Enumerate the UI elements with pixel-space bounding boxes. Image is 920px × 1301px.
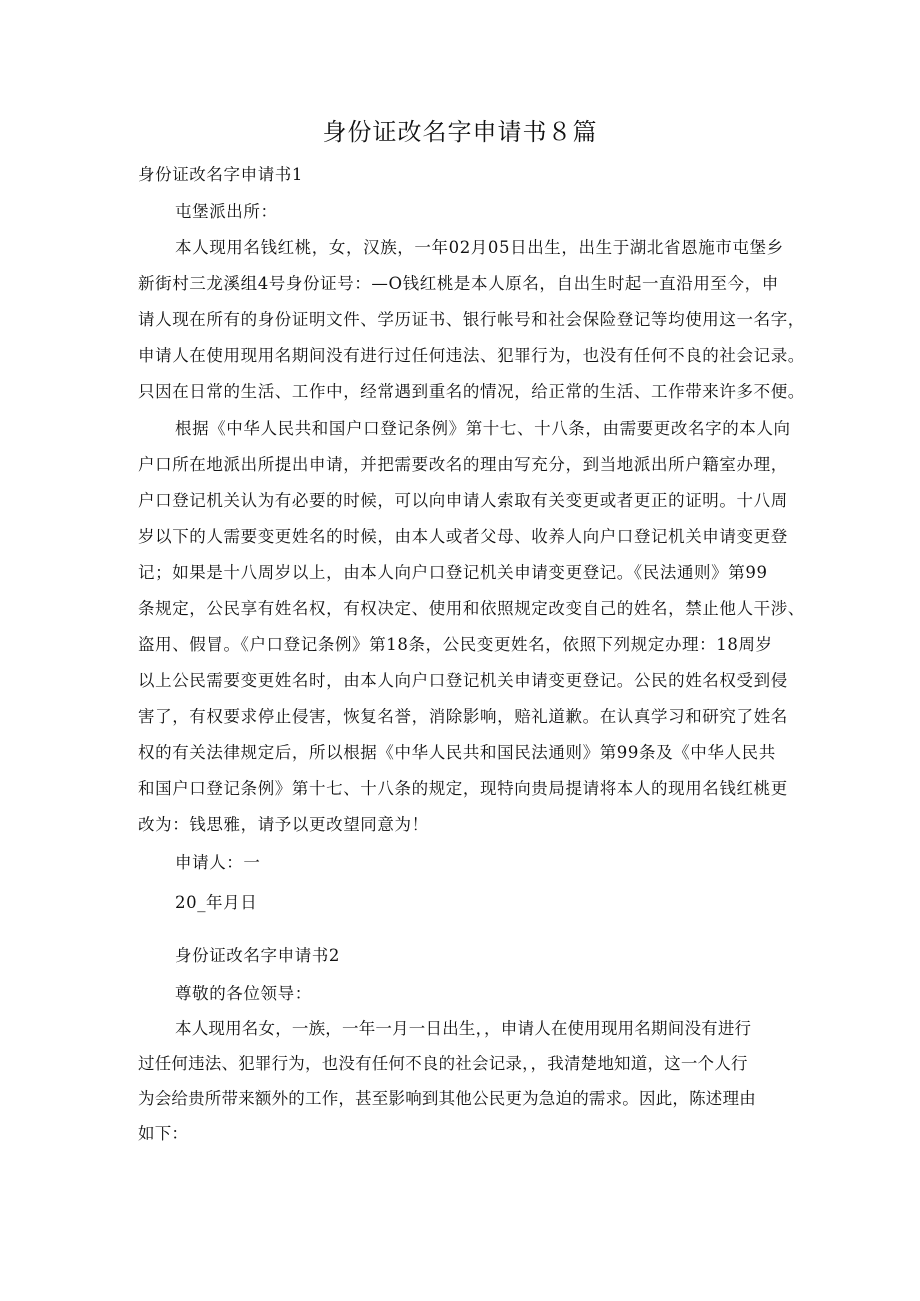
s1-p2-line-4: 岁以下的人需要变更姓名的时候，由本人或者父母、收养人向户口登记机关申请变更登 (138, 527, 788, 546)
s1-p2-line-6: 条规定，公民享有姓名权，有权决定、使用和依照规定改变自己的姓名，禁止他人干涉、 (138, 599, 805, 618)
s1-p2-line-11: 和国户口登记条例》第十七、十八条的规定，现特向贵局提请将本人的现用名钱红桃更 (138, 779, 788, 798)
s2-p1-line-3: 为会给贵所带来额外的工作，甚至影响到其他公民更为急迫的需求。因此，陈述理由 (138, 1089, 756, 1108)
date-line: 20_年月日 (175, 893, 258, 912)
s1-p2-line-8: 以上公民需要变更姓名时，由本人向户口登记机关申请变更登记。公民的姓名权受到侵 (138, 671, 788, 690)
s1-p2-line-1: 根据《中华人民共和国户口登记条例》第十七、十八条，由需要更改名字的本人向 (175, 419, 791, 438)
s1-p1-line-3: 请人现在所有的身份证明文件、学历证书、银行帐号和社会保险登记等均使用这一名字， (138, 310, 805, 329)
s1-p2-line-5: 记；如果是十八周岁以上，由本人向户口登记机关申请变更登记。《民法通则》第99 (138, 563, 768, 582)
s1-p1-line-2: 新街村三龙溪组4号身份证号：—O钱红桃是本人原名，自出生时起一直沿用至今，申 (138, 274, 779, 293)
s1-p1-line-5: 只因在日常的生活、工作中，经常遇到重名的情况，给正常的生活、工作带来许多不便。 (138, 382, 805, 401)
s2-p1-line-1: 本人现用名女，一族，一年一月一日出生，，申请人在使用现用名期间没有进行 (175, 1019, 752, 1038)
s1-p2-line-12: 改为：钱思雅，请予以更改望同意为！ (138, 815, 429, 834)
section-2-heading: 身份证改名字申请书2 (175, 946, 340, 965)
s2-p1-line-4: 如下： (138, 1124, 189, 1143)
s1-p2-line-2: 户口所在地派出所提出申请，并把需要改名的理由写充分，到当地派出所户籍室办理， (138, 455, 788, 474)
section-2-salutation: 尊敬的各位领导： (175, 984, 312, 1003)
s1-p2-line-9: 害了，有权要求停止侵害，恢复名誉，消除影响，赔礼道歉。在认真学习和研究了姓名 (138, 707, 788, 726)
s1-p2-line-7: 盗用、假冒。《户口登记条例》第18条，公民变更姓名，依照下列规定办理：18周岁 (138, 635, 773, 654)
section-1-heading: 身份证改名字申请书1 (138, 165, 303, 184)
applicant-line: 申请人：一 (175, 853, 261, 872)
s1-p1-line-4: 申请人在使用现用名期间没有进行过任何违法、犯罪行为，也没有任何不良的社会记录。 (138, 346, 805, 365)
s1-p1-line-1: 本人现用名钱红桃，女，汉族，一年02月05日出生，出生于湖北省恩施市屯堡乡 (175, 238, 784, 257)
s1-p2-line-3: 户口登记机关认为有必要的时候，可以向申请人索取有关变更或者更正的证明。十八周 (138, 491, 788, 510)
section-1-salutation: 屯堡派出所： (175, 202, 278, 221)
s1-p2-line-10: 权的有关法律规定后，所以根据《中华人民共和国民法通则》第99条及《中华人民共 (138, 743, 776, 762)
document-title: 身份证改名字申请书８篇 (322, 118, 598, 146)
s2-p1-line-2: 过任何违法、犯罪行为，也没有任何不良的社会记录，，我清楚地知道，这一个人行 (138, 1054, 748, 1073)
